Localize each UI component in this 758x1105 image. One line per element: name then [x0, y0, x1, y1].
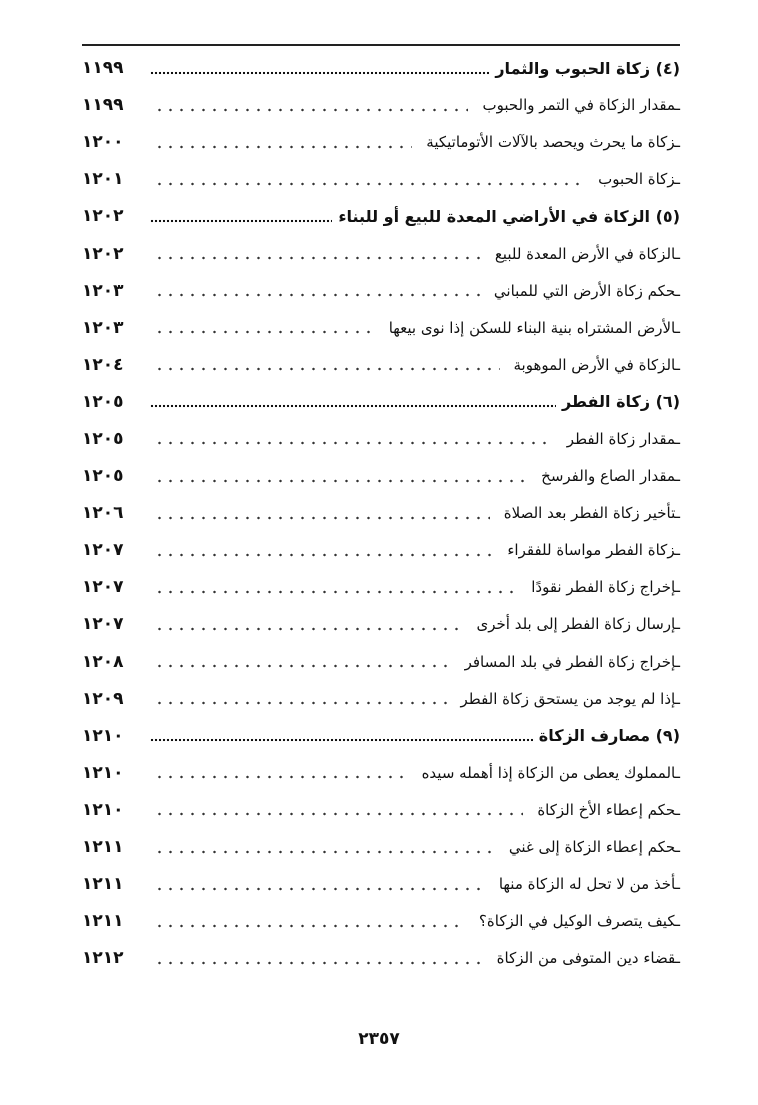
- entry-title: ـكيف يتصرف الوكيل في الزكاة؟: [478, 912, 680, 931]
- toc-entry-row: [82, 495, 680, 532]
- dot-leader: [154, 293, 480, 297]
- dot-leader: [150, 738, 533, 742]
- page-ref: ١٢٠٦: [82, 503, 124, 524]
- dot-leader: [154, 590, 517, 594]
- dot-leader: [150, 404, 556, 408]
- entry-title: ـإذا لم يوجد من يستحق زكاة الفطر: [460, 689, 680, 708]
- page-ref: ١٢١٠: [82, 725, 124, 746]
- page-ref: ١٢٠٥: [82, 391, 124, 412]
- page-ref: ١٢١٢: [82, 948, 124, 969]
- dot-leader: [154, 479, 527, 483]
- entry-title: ـزكاة الحبوب: [598, 170, 680, 189]
- page-ref: ١٢٠٢: [82, 206, 124, 227]
- entry-title: ـتأخير زكاة الفطر بعد الصلاة: [503, 504, 680, 523]
- toc-section-row: [82, 198, 680, 235]
- page-ref: ١٢٠٨: [82, 651, 124, 672]
- entry-title: ـمقدار الزكاة في التمر والحبوب: [482, 96, 680, 115]
- page-ref: ١٢٠٣: [82, 280, 124, 301]
- toc-entry-row: [82, 866, 680, 903]
- entry-title: ـالأرض المشتراه بنية البناء للسكن إذا نوى بيعها: [388, 318, 680, 337]
- toc-entry-row: [82, 310, 680, 347]
- toc-list: [82, 50, 680, 977]
- page-ref: ١٢٠١: [82, 169, 124, 190]
- toc-entry-row: [82, 347, 680, 384]
- toc-section-row: [82, 718, 680, 755]
- dot-leader: [150, 71, 489, 75]
- dot-leader: [154, 812, 523, 816]
- page-ref: ١٢١٠: [82, 799, 124, 820]
- page-ref: ١٢٠٧: [82, 577, 124, 598]
- entry-title: ـحكم زكاة الأرض التي للمباني: [493, 281, 680, 300]
- section-title: (٥) الزكاة في الأراضي المعدة للبيع أو للبناء: [338, 206, 680, 226]
- top-rule: [82, 44, 680, 46]
- dot-leader: [154, 108, 468, 112]
- entry-title: ـأخذ من لا تحل له الزكاة منها: [498, 875, 680, 894]
- dot-leader: [154, 367, 500, 371]
- toc-entry-row: [82, 124, 680, 161]
- entry-title: ـإخراج زكاة الفطر في بلد المسافر: [464, 652, 680, 671]
- toc-entry-row: [82, 421, 680, 458]
- page-ref: ١٢٠٥: [82, 466, 124, 487]
- entry-title: ـحكم إعطاء الزكاة إلى غني: [508, 838, 680, 857]
- toc-entry-row: [82, 532, 680, 569]
- toc-entry-row: [82, 829, 680, 866]
- toc-entry-row: [82, 569, 680, 606]
- toc-entry-row: [82, 681, 680, 718]
- page-ref: ١٢٠٢: [82, 243, 124, 264]
- page-ref: ١٢٠٩: [82, 688, 124, 709]
- toc-entry-row: [82, 792, 680, 829]
- entry-title: ـإرسال زكاة الفطر إلى بلد أخرى: [476, 615, 680, 634]
- entry-title: ـقضاء دين المتوفى من الزكاة: [496, 949, 680, 968]
- dot-leader: [154, 850, 495, 854]
- toc-entry-row: [82, 644, 680, 681]
- toc-entry-row: [82, 161, 680, 198]
- dot-leader: [154, 627, 462, 631]
- page-ref: ١٢٠٥: [82, 428, 124, 449]
- dot-leader: [154, 887, 485, 891]
- dot-leader: [154, 330, 375, 334]
- entry-title: ـالزكاة في الأرض الموهوبة: [513, 355, 680, 374]
- entry-title: ـحكم إعطاء الأخ الزكاة: [537, 800, 680, 819]
- dot-leader: [154, 516, 490, 520]
- page-ref: ١١٩٩: [82, 58, 124, 79]
- dot-leader: [154, 256, 481, 260]
- page-ref: ١٢١١: [82, 837, 124, 858]
- toc-entry-row: [82, 87, 680, 124]
- toc-section-row: [82, 50, 680, 87]
- entry-title: ـزكاة ما يحرث ويحصد بالآلات الأتوماتيكية: [426, 133, 680, 152]
- entry-title: ـمقدار الصاع والفرسخ: [541, 467, 680, 486]
- page-ref: ١٢٠٧: [82, 614, 124, 635]
- page-ref: ١٢١١: [82, 874, 124, 895]
- dot-leader: [154, 961, 483, 965]
- page-ref: ١٢٠٧: [82, 540, 124, 561]
- entry-title: ـالزكاة في الأرض المعدة للبيع: [494, 244, 680, 263]
- toc-entry-row: [82, 903, 680, 940]
- table-of-contents: [82, 44, 680, 977]
- page-ref: ١٢٠٣: [82, 317, 124, 338]
- entry-title: ـالمملوك يعطى من الزكاة إذا أهمله سيده: [421, 763, 680, 782]
- page-ref: ١٢١١: [82, 911, 124, 932]
- page-ref: ١٢٠٤: [82, 354, 124, 375]
- dot-leader: [154, 701, 447, 705]
- dot-leader: [154, 182, 584, 186]
- page-number: ٢٣٥٧: [358, 1029, 400, 1049]
- section-title: (٦) زكاة الفطر: [561, 392, 680, 412]
- toc-entry-row: [82, 606, 680, 643]
- dot-leader: [154, 924, 465, 928]
- page-ref: ١٢٠٠: [82, 132, 124, 153]
- toc-entry-row: [82, 235, 680, 272]
- entry-title: ـمقدار زكاة الفطر: [566, 429, 680, 448]
- toc-entry-row: [82, 940, 680, 977]
- dot-leader: [154, 664, 451, 668]
- dot-leader: [154, 553, 493, 557]
- entry-title: ـزكاة الفطر مواساة للفقراء: [507, 541, 680, 560]
- page-ref: ١٢١٠: [82, 762, 124, 783]
- section-title: (٩) مصارف الزكاة: [538, 726, 680, 746]
- toc-entry-row: [82, 755, 680, 792]
- dot-leader: [154, 145, 412, 149]
- dot-leader: [154, 441, 553, 445]
- toc-entry-row: [82, 458, 680, 495]
- entry-title: ـإخراج زكاة الفطر نقودًا: [531, 578, 680, 597]
- dot-leader: [154, 775, 408, 779]
- page-ref: ١١٩٩: [82, 95, 124, 116]
- dot-leader: [150, 219, 332, 223]
- toc-entry-row: [82, 273, 680, 310]
- section-title: (٤) زكاة الحبوب والثمار: [495, 58, 680, 78]
- toc-section-row: [82, 384, 680, 421]
